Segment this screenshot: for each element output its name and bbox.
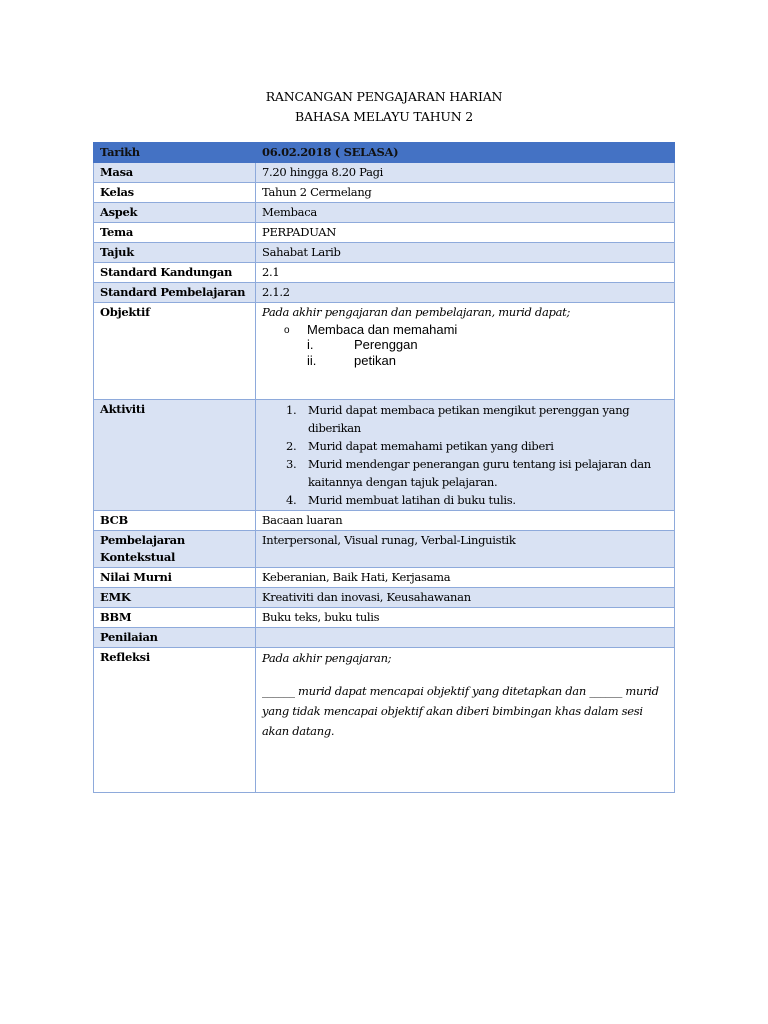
- objektif-bullet: [262, 322, 668, 337]
- value-emk: Kreativiti dan inovasi, Keusahawanan: [256, 588, 675, 608]
- row-emk: [94, 588, 675, 608]
- value-tema: PERPADUAN: [256, 223, 675, 243]
- label-line-2: Kontekstual: [100, 550, 176, 564]
- subitem-number: ii.: [307, 353, 317, 368]
- label-masa: Masa: [94, 163, 256, 183]
- label-bbm: BBM: [94, 608, 256, 628]
- list-item-text: Murid dapat membaca petikan mengikut perenggan yang diberikan: [308, 403, 630, 435]
- list-item-number: 1.: [286, 403, 297, 417]
- value-refleksi: [256, 648, 675, 793]
- subitem-number: i.: [307, 337, 314, 352]
- bullet-circle-icon: o: [284, 325, 290, 336]
- aktiviti-list: [262, 401, 668, 509]
- list-item: [262, 437, 668, 455]
- label-standard-kandungan: Standard Kandungan: [94, 263, 256, 283]
- list-item-number: 4.: [286, 493, 297, 507]
- label-nilai-murni: Nilai Murni: [94, 568, 256, 588]
- lesson-plan-table: [93, 142, 675, 793]
- title-line-1: RANCANGAN PENGAJARAN HARIAN: [265, 89, 503, 104]
- list-item-number: 3.: [286, 457, 297, 471]
- row-penilaian: [94, 628, 675, 648]
- label-kelas: Kelas: [94, 183, 256, 203]
- list-item-text: Murid dapat memahami petikan yang diberi: [308, 439, 554, 453]
- row-pembelajaran-kontekstual: [94, 531, 675, 568]
- row-masa: [94, 163, 675, 183]
- refleksi-text: ______ murid dapat mencapai objektif yang ditetapkan dan ______ murid yang tidak mencapai objektif akan diberi bimbingan khas dalam sesi akan datang.: [262, 684, 659, 738]
- row-tajuk: [94, 243, 675, 263]
- value-nilai-murni: Keberanian, Baik Hati, Kerjasama: [256, 568, 675, 588]
- row-aspek: [94, 203, 675, 223]
- row-standard-kandungan: [94, 263, 675, 283]
- list-item-number: 2.: [286, 439, 297, 453]
- row-aktiviti: [94, 400, 675, 511]
- value-standard-pembelajaran: 2.1.2: [256, 283, 675, 303]
- value-pembelajaran-kontekstual: Interpersonal, Visual runag, Verbal-Linguistik: [256, 531, 675, 568]
- document-title: [0, 87, 768, 127]
- label-refleksi: Refleksi: [94, 648, 256, 793]
- label-penilaian: Penilaian: [94, 628, 256, 648]
- row-tema: [94, 223, 675, 243]
- objektif-intro: Pada akhir pengajaran dan pembelajaran, murid dapat;: [262, 305, 571, 319]
- label-bcb: BCB: [94, 511, 256, 531]
- value-objektif: [256, 303, 675, 400]
- value-bcb: Bacaan luaran: [256, 511, 675, 531]
- label-emk: EMK: [94, 588, 256, 608]
- value-aktiviti: [256, 400, 675, 511]
- label-tarikh: Tarikh: [94, 143, 256, 163]
- list-item: [262, 455, 668, 491]
- label-pembelajaran-kontekstual: [94, 531, 256, 568]
- value-penilaian: [256, 628, 675, 648]
- row-refleksi: [94, 648, 675, 793]
- list-item-text: Murid membuat latihan di buku tulis.: [308, 493, 516, 507]
- value-aspek: Membaca: [256, 203, 675, 223]
- row-tarikh: [94, 143, 675, 163]
- value-tarikh: 06.02.2018 ( SELASA): [256, 143, 675, 163]
- label-aspek: Aspek: [94, 203, 256, 223]
- row-standard-pembelajaran: [94, 283, 675, 303]
- objektif-subitem: [262, 337, 668, 353]
- list-item-text: Murid mendengar penerangan guru tentang isi pelajaran dan kaitannya dengan tajuk pelajaran.: [308, 457, 651, 489]
- value-bbm: Buku teks, buku tulis: [256, 608, 675, 628]
- objektif-bullet-text: Membaca dan memahami: [307, 322, 458, 337]
- row-bbm: [94, 608, 675, 628]
- row-nilai-murni: [94, 568, 675, 588]
- title-line-2: BAHASA MELAYU TAHUN 2: [295, 109, 473, 124]
- label-tajuk: Tajuk: [94, 243, 256, 263]
- subitem-text: Perenggan: [354, 337, 418, 352]
- row-kelas: [94, 183, 675, 203]
- list-item: [262, 401, 668, 437]
- label-tema: Tema: [94, 223, 256, 243]
- label-line-1: Pembelajaran: [100, 533, 185, 547]
- list-item: [262, 491, 668, 509]
- value-masa: 7.20 hingga 8.20 Pagi: [256, 163, 675, 183]
- label-aktiviti: Aktiviti: [94, 400, 256, 511]
- value-kelas: Tahun 2 Cermelang: [256, 183, 675, 203]
- refleksi-intro: Pada akhir pengajaran;: [262, 651, 392, 665]
- row-objektif: [94, 303, 675, 400]
- value-standard-kandungan: 2.1: [256, 263, 675, 283]
- objektif-subitem: [262, 353, 668, 369]
- label-standard-pembelajaran: Standard Pembelajaran: [94, 283, 256, 303]
- row-bcb: [94, 511, 675, 531]
- value-tajuk: Sahabat Larib: [256, 243, 675, 263]
- subitem-text: petikan: [354, 353, 396, 368]
- label-objektif: Objektif: [94, 303, 256, 400]
